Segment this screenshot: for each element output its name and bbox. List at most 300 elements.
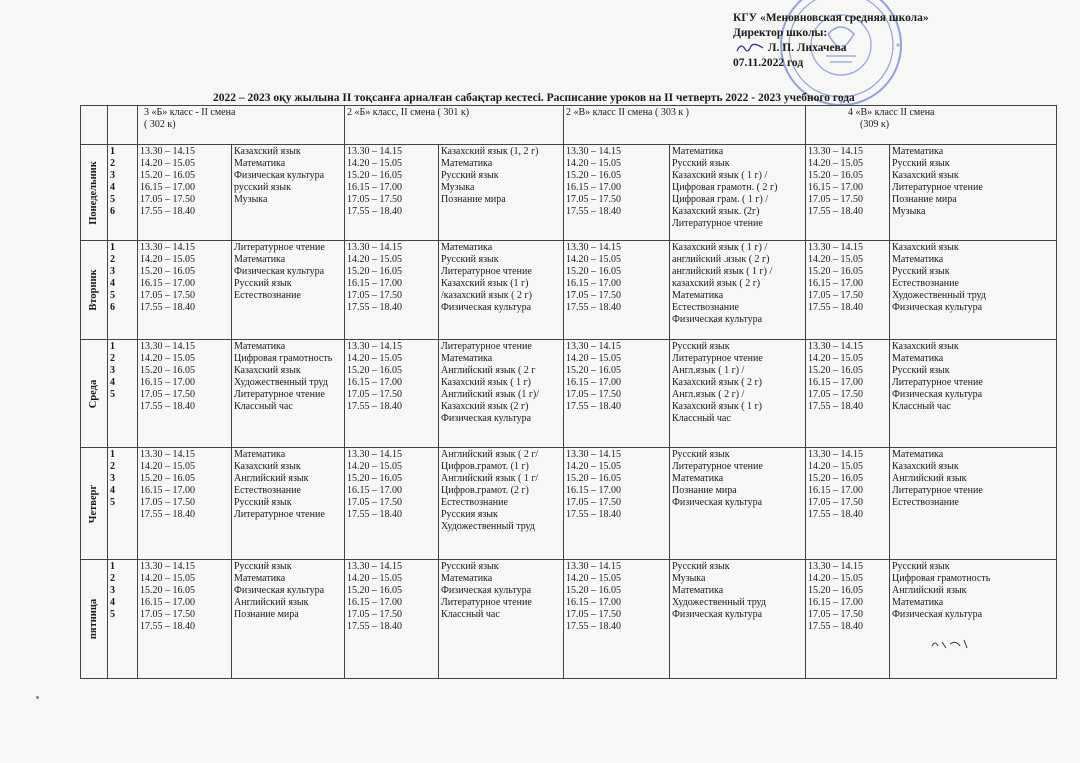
- lesson-time: 15.20 – 16.05: [140, 170, 195, 181]
- approval-school-name: КГУ «Меновновская средняя школа»: [733, 12, 929, 24]
- lesson-time: 17.05 – 17.50: [808, 497, 863, 508]
- day-name: Среда: [88, 379, 99, 408]
- lesson-time: 13.30 – 14.15: [347, 146, 402, 157]
- lesson-subject: Художественный труд: [672, 597, 767, 608]
- lesson-subject: Естествознание: [892, 497, 959, 508]
- lesson-subject: Классный час: [441, 609, 500, 620]
- lesson-time: 16.15 – 17.00: [140, 485, 195, 496]
- lesson-time: 17.05 – 17.50: [808, 609, 863, 620]
- lesson-time: 17.55 – 18.40: [566, 302, 621, 313]
- lesson-time: 13.30 – 14.15: [140, 449, 195, 460]
- lesson-times-cell: [806, 241, 890, 340]
- lesson-subject: Цифровая грамотность: [892, 573, 991, 584]
- lesson-time: 17.55 – 18.40: [347, 206, 402, 217]
- lesson-subject: Физическая культура: [892, 609, 983, 620]
- lesson-number: 4: [110, 597, 115, 608]
- lesson-subject: Русский язык: [672, 449, 730, 460]
- lesson-subject: Математика: [441, 242, 493, 253]
- lesson-subject: Литературное чтение: [441, 266, 532, 277]
- lesson-time: 15.20 – 16.05: [140, 585, 195, 596]
- lesson-time: 14.20 – 15.05: [566, 158, 621, 169]
- lesson-time: 16.15 – 17.00: [140, 597, 195, 608]
- lesson-times-cell: [806, 145, 890, 241]
- lesson-subject: Музыка: [441, 182, 475, 193]
- lesson-subjects-cell: [890, 340, 1057, 448]
- lesson-time: 17.55 – 18.40: [566, 509, 621, 520]
- lesson-numbers-cell: [108, 145, 138, 241]
- lesson-time: 15.20 – 16.05: [347, 266, 402, 277]
- header-class-3b: [138, 106, 345, 145]
- approval-block: [733, 0, 1033, 71]
- lesson-subject: Математика: [234, 254, 286, 265]
- header-day-cell: [81, 106, 108, 145]
- lesson-number: 3: [110, 365, 115, 376]
- lesson-time: 16.15 – 17.00: [140, 182, 195, 193]
- day-row: [81, 241, 1057, 340]
- lesson-time: 17.55 – 18.40: [347, 401, 402, 412]
- lesson-time: 14.20 – 15.05: [566, 353, 621, 364]
- lesson-subject: Русский язык: [892, 365, 950, 376]
- lesson-time: 16.15 – 17.00: [566, 182, 621, 193]
- lesson-time: 17.05 – 17.50: [347, 194, 402, 205]
- lesson-numbers-cell: [108, 340, 138, 448]
- lesson-subject: Литературное чтение: [672, 461, 763, 472]
- lesson-time: 16.15 – 17.00: [347, 485, 402, 496]
- lesson-time: 17.05 – 17.50: [140, 194, 195, 205]
- lesson-number: 3: [110, 170, 115, 181]
- lesson-subject: Английский язык: [234, 597, 309, 608]
- lesson-number: 1: [110, 341, 115, 352]
- lesson-time: 15.20 – 16.05: [140, 473, 195, 484]
- lesson-subject: Казахский язык ( 1 г) /: [672, 170, 768, 181]
- lesson-time: 13.30 – 14.15: [347, 449, 402, 460]
- lesson-subjects-cell: [890, 448, 1057, 560]
- lesson-subjects-cell: [439, 448, 564, 560]
- lesson-subject: Физическая культура: [672, 609, 763, 620]
- lesson-times-cell: [806, 448, 890, 560]
- lesson-time: 13.30 – 14.15: [808, 341, 863, 352]
- lesson-subject: Цифровая грам. ( 1 г) /: [672, 194, 769, 205]
- lesson-subject: Классный час: [672, 413, 731, 424]
- lesson-subject: Художественный труд: [892, 290, 987, 301]
- lesson-subject: Английский язык ( 1 г/: [441, 473, 539, 484]
- lesson-time: 15.20 – 16.05: [808, 266, 863, 277]
- lesson-subjects-cell: [232, 448, 345, 560]
- lesson-subject: Казахский язык ( 1 г) /: [672, 242, 768, 253]
- lesson-subjects-cell: [670, 560, 806, 679]
- lesson-time: 13.30 – 14.15: [140, 242, 195, 253]
- lesson-subject: Английский язык (1 г)/: [441, 389, 540, 400]
- lesson-time: 17.05 – 17.50: [566, 290, 621, 301]
- lesson-subjects-cell: [439, 145, 564, 241]
- lesson-times-cell: [806, 560, 890, 679]
- lesson-number: 2: [110, 353, 115, 364]
- lesson-subject: Познание мира: [234, 609, 299, 620]
- header-class-4v-title: 4 «В» класс II смена: [848, 107, 935, 118]
- lesson-time: 16.15 – 17.00: [140, 278, 195, 289]
- lesson-time: 17.05 – 17.50: [140, 290, 195, 301]
- lesson-time: 17.05 – 17.50: [347, 609, 402, 620]
- lesson-time: 17.55 – 18.40: [347, 302, 402, 313]
- day-name-cell: [81, 340, 108, 448]
- schedule-table: [80, 105, 1057, 679]
- lesson-subject: Английский язык: [234, 473, 309, 484]
- lesson-subject: Цифров.грамот. (1 г): [441, 461, 529, 472]
- lesson-subject: Русский язык: [441, 254, 499, 265]
- lesson-times-cell: [345, 448, 439, 560]
- lesson-subject: Английский язык ( 2 г: [441, 365, 536, 376]
- lesson-subject: Литературное чтение: [234, 509, 325, 520]
- lesson-time: 13.30 – 14.15: [347, 341, 402, 352]
- lesson-subject: Русский язык: [234, 497, 292, 508]
- lesson-time: 14.20 – 15.05: [347, 461, 402, 472]
- day-name-cell: [81, 145, 108, 241]
- lesson-time: 17.55 – 18.40: [566, 206, 621, 217]
- lesson-time: 14.20 – 15.05: [140, 158, 195, 169]
- lesson-subject: /казахский язык ( 2 г): [441, 290, 532, 301]
- approval-position: Директор школы:: [733, 27, 828, 39]
- lesson-time: 17.05 – 17.50: [566, 497, 621, 508]
- lesson-subjects-cell: [439, 241, 564, 340]
- lesson-time: 16.15 – 17.00: [347, 278, 402, 289]
- header-class-4v-room: (309 к): [860, 119, 890, 130]
- lesson-time: 15.20 – 16.05: [140, 266, 195, 277]
- lesson-time: 13.30 – 14.15: [140, 561, 195, 572]
- lesson-time: 17.05 – 17.50: [140, 389, 195, 400]
- lesson-subject: Музыка: [234, 194, 268, 205]
- lesson-time: 17.55 – 18.40: [808, 621, 863, 632]
- lesson-time: 15.20 – 16.05: [566, 473, 621, 484]
- lesson-numbers-cell: [108, 448, 138, 560]
- lesson-times-cell: [564, 241, 670, 340]
- lesson-subject: Русский язык: [672, 341, 730, 352]
- lesson-subject: Литературное чтение: [441, 341, 532, 352]
- lesson-subject: Математика: [892, 254, 944, 265]
- lesson-time: 15.20 – 16.05: [566, 585, 621, 596]
- lesson-time: 13.30 – 14.15: [808, 561, 863, 572]
- lesson-time: 15.20 – 16.05: [566, 170, 621, 181]
- lesson-time: 16.15 – 17.00: [808, 278, 863, 289]
- lesson-time: 17.05 – 17.50: [140, 609, 195, 620]
- lesson-time: 17.05 – 17.50: [347, 389, 402, 400]
- lesson-subject: Познание мира: [672, 485, 737, 496]
- lesson-subjects-cell: [439, 340, 564, 448]
- lesson-time: 16.15 – 17.00: [347, 182, 402, 193]
- lesson-subjects-cell: [670, 448, 806, 560]
- lesson-subject: Математика: [672, 146, 724, 157]
- lesson-subjects-cell: [232, 340, 345, 448]
- lesson-subject: Казахский язык: [892, 242, 959, 253]
- lesson-times-cell: [564, 560, 670, 679]
- lesson-subject: Русский язык: [441, 561, 499, 572]
- lesson-subject: Казахский язык (2 г): [441, 401, 529, 412]
- lesson-time: 15.20 – 16.05: [347, 585, 402, 596]
- lesson-subject: Математика: [441, 573, 493, 584]
- lesson-number: 4: [110, 485, 115, 496]
- lesson-times-cell: [345, 340, 439, 448]
- lesson-subject: Казахский язык: [892, 170, 959, 181]
- header-class-3b-title: 3 «Б» класс - II смена: [144, 107, 236, 118]
- lesson-number: 4: [110, 182, 115, 193]
- lesson-subject: Англ.язык ( 1 г) /: [672, 365, 745, 376]
- lesson-subject: Физическая культура: [441, 413, 532, 424]
- day-row: [81, 560, 1057, 679]
- lesson-subjects-cell: [232, 145, 345, 241]
- lesson-subject: Литературное чтение: [892, 485, 983, 496]
- lesson-times-cell: [138, 241, 232, 340]
- lesson-subject: Цифровая грамотность: [234, 353, 333, 364]
- lesson-subject: Естествознание: [234, 485, 301, 496]
- lesson-time: 17.55 – 18.40: [347, 509, 402, 520]
- lesson-times-cell: [138, 340, 232, 448]
- lesson-time: 14.20 – 15.05: [808, 353, 863, 364]
- lesson-subject: Русский язык: [892, 561, 950, 572]
- lesson-subject: Литературное чтение: [234, 389, 325, 400]
- lesson-time: 13.30 – 14.15: [808, 242, 863, 253]
- lesson-subject: Казахский язык: [234, 365, 301, 376]
- lesson-time: 17.55 – 18.40: [140, 621, 195, 632]
- lesson-times-cell: [564, 448, 670, 560]
- lesson-subjects-cell: [890, 145, 1057, 241]
- lesson-subject: Казахский язык ( 2 г): [672, 377, 762, 388]
- lesson-time: 16.15 – 17.00: [808, 597, 863, 608]
- lesson-number: 4: [110, 278, 115, 289]
- lesson-time: 17.55 – 18.40: [140, 206, 195, 217]
- lesson-number: 4: [110, 377, 115, 388]
- lesson-subject: Литературное чтение: [441, 597, 532, 608]
- lesson-subject: Классный час: [892, 401, 951, 412]
- lesson-subject: Казахский язык: [892, 461, 959, 472]
- lesson-subject: Литературное чтение: [672, 218, 763, 229]
- lesson-subject: Познание мира: [441, 194, 506, 205]
- lesson-subjects-cell: [890, 241, 1057, 340]
- lesson-subject: Физическая культура: [441, 302, 532, 313]
- lesson-subject: Естествознание: [892, 278, 959, 289]
- lesson-time: 16.15 – 17.00: [566, 597, 621, 608]
- lesson-time: 15.20 – 16.05: [566, 266, 621, 277]
- signature-mark: [735, 43, 765, 53]
- lesson-time: 14.20 – 15.05: [566, 254, 621, 265]
- lesson-subjects-cell: [670, 145, 806, 241]
- approval-director-name: Л. П. Лихачева: [767, 42, 847, 54]
- lesson-time: 17.05 – 17.50: [566, 194, 621, 205]
- lesson-time: 15.20 – 16.05: [347, 473, 402, 484]
- day-row: [81, 448, 1057, 560]
- lesson-time: 17.55 – 18.40: [140, 509, 195, 520]
- lesson-number: 2: [110, 573, 115, 584]
- lesson-time: 14.20 – 15.05: [808, 158, 863, 169]
- lesson-times-cell: [564, 340, 670, 448]
- lesson-time: 13.30 – 14.15: [140, 341, 195, 352]
- header-num-cell: [108, 106, 138, 145]
- lesson-time: 14.20 – 15.05: [140, 254, 195, 265]
- lesson-time: 14.20 – 15.05: [140, 461, 195, 472]
- day-name-cell: [81, 241, 108, 340]
- lesson-number: 1: [110, 146, 115, 157]
- day-name-cell: [81, 560, 108, 679]
- day-name-cell: [81, 448, 108, 560]
- lesson-subject: Русский язык: [234, 561, 292, 572]
- lesson-subjects-cell: [232, 241, 345, 340]
- lesson-time: 17.55 – 18.40: [808, 302, 863, 313]
- lesson-subject: Музыка: [672, 573, 706, 584]
- lesson-time: 15.20 – 16.05: [808, 585, 863, 596]
- lesson-time: 13.30 – 14.15: [347, 561, 402, 572]
- lesson-subject: Русский язык: [441, 170, 499, 181]
- lesson-times-cell: [138, 448, 232, 560]
- lesson-time: 16.15 – 17.00: [808, 182, 863, 193]
- lesson-time: 13.30 – 14.15: [566, 146, 621, 157]
- lesson-number: 5: [110, 609, 115, 620]
- lesson-time: 17.05 – 17.50: [347, 290, 402, 301]
- lesson-subject: Математика: [672, 290, 724, 301]
- lesson-time: 14.20 – 15.05: [347, 573, 402, 584]
- lesson-time: 13.30 – 14.15: [566, 561, 621, 572]
- lesson-time: 16.15 – 17.00: [140, 377, 195, 388]
- lesson-subjects-cell: [670, 340, 806, 448]
- lesson-subject: Казахский язык: [234, 146, 301, 157]
- day-name: Вторник: [88, 269, 99, 311]
- lesson-time: 15.20 – 16.05: [566, 365, 621, 376]
- lesson-time: 17.55 – 18.40: [566, 621, 621, 632]
- lesson-time: 17.05 – 17.50: [566, 609, 621, 620]
- lesson-subject: Казахский язык (1 г): [441, 278, 529, 289]
- lesson-number: 3: [110, 585, 115, 596]
- lesson-time: 17.55 – 18.40: [566, 401, 621, 412]
- header-class-2b: [345, 106, 564, 145]
- lesson-time: 15.20 – 16.05: [808, 170, 863, 181]
- lesson-subject: Казахский язык: [892, 341, 959, 352]
- lesson-time: 13.30 – 14.15: [140, 146, 195, 157]
- lesson-time: 17.05 – 17.50: [808, 194, 863, 205]
- lesson-subject: Казахский язык ( 1 г): [672, 401, 762, 412]
- lesson-time: 14.20 – 15.05: [140, 353, 195, 364]
- lesson-times-cell: [806, 340, 890, 448]
- lesson-subject: Математика: [892, 597, 944, 608]
- lesson-number: 1: [110, 242, 115, 253]
- lesson-subject: Цифров.грамот. (2 г): [441, 485, 529, 496]
- lesson-subject: Казахский язык. (2г): [672, 206, 760, 217]
- lesson-time: 16.15 – 17.00: [566, 485, 621, 496]
- approval-signature-row: [733, 41, 1033, 56]
- lesson-time: 17.55 – 18.40: [808, 509, 863, 520]
- lesson-subject: Художественный труд: [441, 521, 536, 532]
- lesson-subject: Математика: [892, 353, 944, 364]
- document-title: 2022 – 2023 оқу жылына II тоқсанға арналған сабақтар кестесі. Расписание уроков на II четверть 2022 - 2023 учебного года: [213, 92, 855, 104]
- lesson-subject: Физическая культура: [234, 266, 325, 277]
- lesson-subject: Русский язык: [892, 266, 950, 277]
- lesson-subject: Физическая культура: [672, 497, 763, 508]
- lesson-time: 13.30 – 14.15: [347, 242, 402, 253]
- lesson-subject: Литературное чтение: [892, 182, 983, 193]
- lesson-time: 14.20 – 15.05: [347, 353, 402, 364]
- lesson-time: 16.15 – 17.00: [808, 377, 863, 388]
- lesson-subjects-cell: [439, 560, 564, 679]
- lesson-number: 6: [110, 302, 115, 313]
- lesson-subject: Английский язык ( 2 г/: [441, 449, 539, 460]
- lesson-number: 3: [110, 266, 115, 277]
- lesson-subject: Физическая культура: [892, 389, 983, 400]
- lesson-subject: Русский язык: [672, 561, 730, 572]
- lesson-time: 16.15 – 17.00: [347, 597, 402, 608]
- lesson-times-cell: [564, 145, 670, 241]
- lesson-number: 3: [110, 473, 115, 484]
- lesson-subject: Естествознание: [441, 497, 508, 508]
- lesson-times-cell: [138, 145, 232, 241]
- lesson-subject: Математика: [892, 146, 944, 157]
- header-row: [81, 106, 1057, 145]
- lesson-subject: Музыка: [892, 206, 926, 217]
- header-class-2b-title: 2 «Б» класс, II смена ( 301 к): [347, 107, 470, 118]
- lesson-subject: Русский язык: [234, 278, 292, 289]
- lesson-subject: Математика: [234, 158, 286, 169]
- lesson-subject: Классный час: [234, 401, 293, 412]
- lesson-time: 15.20 – 16.05: [808, 365, 863, 376]
- lesson-subject: Цифровая грамотн. ( 2 г): [672, 182, 778, 193]
- pen-scribble: [928, 634, 974, 652]
- lesson-subject: Англ.язык ( 2 г) /: [672, 389, 745, 400]
- lesson-subject: Математика: [234, 449, 286, 460]
- lesson-time: 17.55 – 18.40: [140, 401, 195, 412]
- lesson-subject: английский язык ( 1 г) /: [672, 266, 773, 277]
- lesson-subject: Математика: [441, 353, 493, 364]
- lesson-subject: Физическая культура: [672, 314, 763, 325]
- lesson-subject: Английский язык: [892, 585, 967, 596]
- header-class-4v: [806, 106, 1057, 145]
- day-name: Понедельник: [88, 160, 99, 225]
- lesson-time: 14.20 – 15.05: [347, 254, 402, 265]
- lesson-number: 5: [110, 389, 115, 400]
- lesson-number: 1: [110, 561, 115, 572]
- lesson-subject: Познание мира: [892, 194, 957, 205]
- lesson-time: 17.05 – 17.50: [566, 389, 621, 400]
- lesson-number: 5: [110, 194, 115, 205]
- header-class-3b-room: ( 302 к): [144, 119, 176, 130]
- lesson-subject: Естествознание: [234, 290, 301, 301]
- lesson-number: 2: [110, 461, 115, 472]
- lesson-subject: Английский язык: [892, 473, 967, 484]
- lesson-subject: Казахский язык (1, 2 г): [441, 146, 539, 157]
- lesson-time: 17.55 – 18.40: [808, 206, 863, 217]
- lesson-subject: русский язык: [234, 182, 291, 193]
- lesson-time: 13.30 – 14.15: [808, 146, 863, 157]
- lesson-times-cell: [345, 145, 439, 241]
- lesson-time: 13.30 – 14.15: [808, 449, 863, 460]
- lesson-time: 17.05 – 17.50: [347, 497, 402, 508]
- lesson-number: 1: [110, 449, 115, 460]
- lesson-time: 17.55 – 18.40: [808, 401, 863, 412]
- lesson-subject: Русский язык: [892, 158, 950, 169]
- lesson-time: 15.20 – 16.05: [808, 473, 863, 484]
- lesson-time: 16.15 – 17.00: [347, 377, 402, 388]
- lesson-subject: Физическая культура: [234, 585, 325, 596]
- lesson-number: 2: [110, 254, 115, 265]
- header-class-2v: [564, 106, 806, 145]
- lesson-subject: английский .язык ( 2 г): [672, 254, 770, 265]
- lesson-subject: Математика: [672, 585, 724, 596]
- lesson-subjects-cell: [670, 241, 806, 340]
- lesson-time: 15.20 – 16.05: [347, 170, 402, 181]
- lesson-time: 13.30 – 14.15: [566, 242, 621, 253]
- day-name: Четверг: [88, 484, 99, 523]
- lesson-subject: Литературное чтение: [672, 353, 763, 364]
- lesson-number: 5: [110, 497, 115, 508]
- lesson-time: 17.05 – 17.50: [140, 497, 195, 508]
- lesson-subject: Физическая культура: [892, 302, 983, 313]
- lesson-subject: Литературное чтение: [892, 377, 983, 388]
- lesson-subject: Русския язык: [441, 509, 498, 520]
- lesson-time: 14.20 – 15.05: [566, 461, 621, 472]
